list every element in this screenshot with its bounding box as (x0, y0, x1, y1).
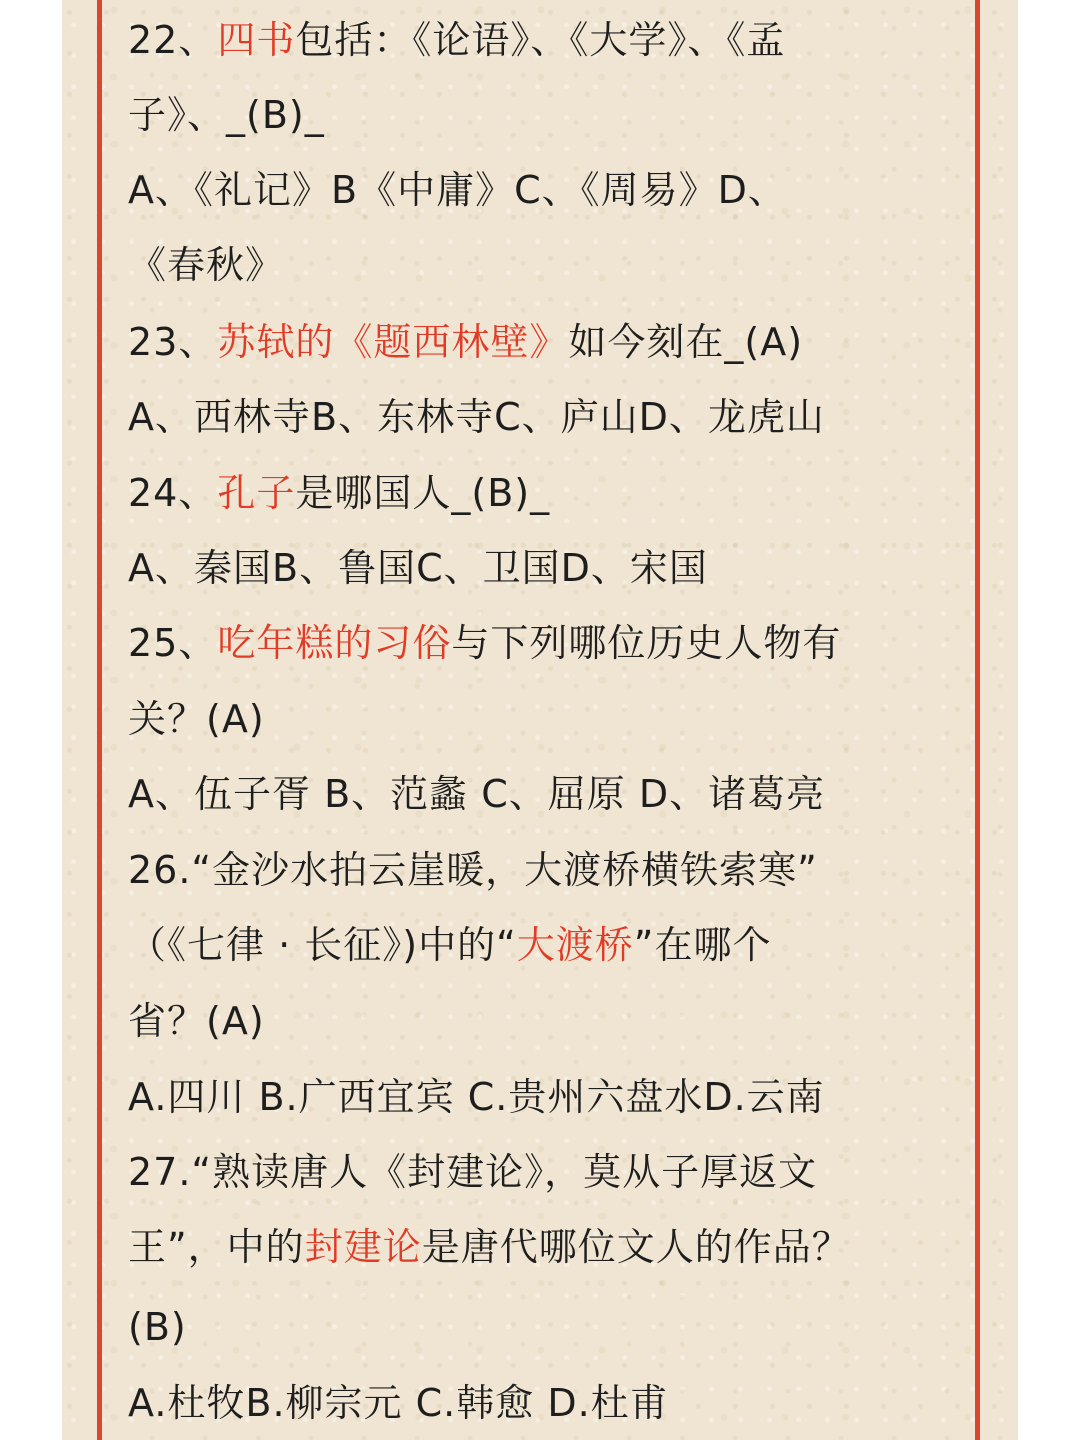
q23-keyword: 苏轼的《题西林壁》 (217, 320, 569, 364)
left-red-rule (97, 0, 102, 1440)
q27-options: A.杜牧B.柳宗元 C.韩愈 D.杜甫 (128, 1381, 669, 1425)
q27-keyword: 封建论 (304, 1225, 422, 1269)
q25-question-line-2: 关？(A) (128, 697, 265, 741)
q26-question-line-1: 26.“金沙水拍云崖暖，大渡桥横铁索寒” (128, 848, 818, 892)
q22-question-text: 包括：《论语》、《大学》、《孟 (295, 18, 786, 62)
q23-number: 23、 (128, 320, 218, 364)
q22-options-line-1: A、《礼记》B《中庸》C、《周易》D、 (128, 168, 787, 212)
q27-question-text-a: 王”，中的 (128, 1225, 305, 1269)
q22-question-line-2: 子》、_(B)_ (128, 93, 325, 137)
q24-question-text: 是哪国人_(B)_ (295, 471, 551, 515)
q24-options: A、秦国B、鲁国C、卫国D、宋国 (128, 546, 708, 590)
q27-question-line-1: 27.“熟读唐人《封建论》，莫从子厚返文 (128, 1150, 818, 1194)
q22-number: 22、 (128, 18, 218, 62)
q23-question-line-1 (128, 317, 803, 367)
q26-question-line-2 (128, 920, 771, 970)
q27-answer: (B) (128, 1305, 187, 1349)
q25-options: A、伍子胥 B、范蠡 C、屈原 D、诸葛亮 (128, 772, 826, 816)
q26-options: A.四川 B.广西宜宾 C.贵州六盘水D.云南 (128, 1075, 825, 1119)
q27-question-text-b: 是唐代哪位文人的作品？ (421, 1225, 851, 1269)
q25-number: 25、 (128, 621, 218, 665)
q27-question-line-2 (128, 1222, 851, 1272)
q22-keyword: 四书 (217, 18, 296, 62)
q22-options-line-2: 《春秋》 (128, 243, 285, 287)
q26-question-text-b: ”在哪个 (633, 923, 772, 967)
q26-question-text-a: （《七律 · 长征》)中的“ (128, 923, 517, 967)
q24-question-line-1 (128, 468, 550, 518)
q24-keyword: 孔子 (217, 471, 296, 515)
q25-question-line-1 (128, 618, 841, 668)
q23-options: A、西林寺B、东林寺C、庐山D、龙虎山 (128, 395, 825, 439)
q25-keyword: 吃年糕的习俗 (217, 621, 452, 665)
q26-question-line-3: 省？(A) (128, 999, 265, 1043)
q24-number: 24、 (128, 471, 218, 515)
q26-keyword: 大渡桥 (516, 923, 634, 967)
right-red-rule (975, 0, 980, 1440)
q25-question-text: 与下列哪位历史人物有 (451, 621, 842, 665)
q22-question-line-1 (128, 15, 785, 65)
q23-question-text: 如今刻在_(A) (568, 320, 804, 364)
